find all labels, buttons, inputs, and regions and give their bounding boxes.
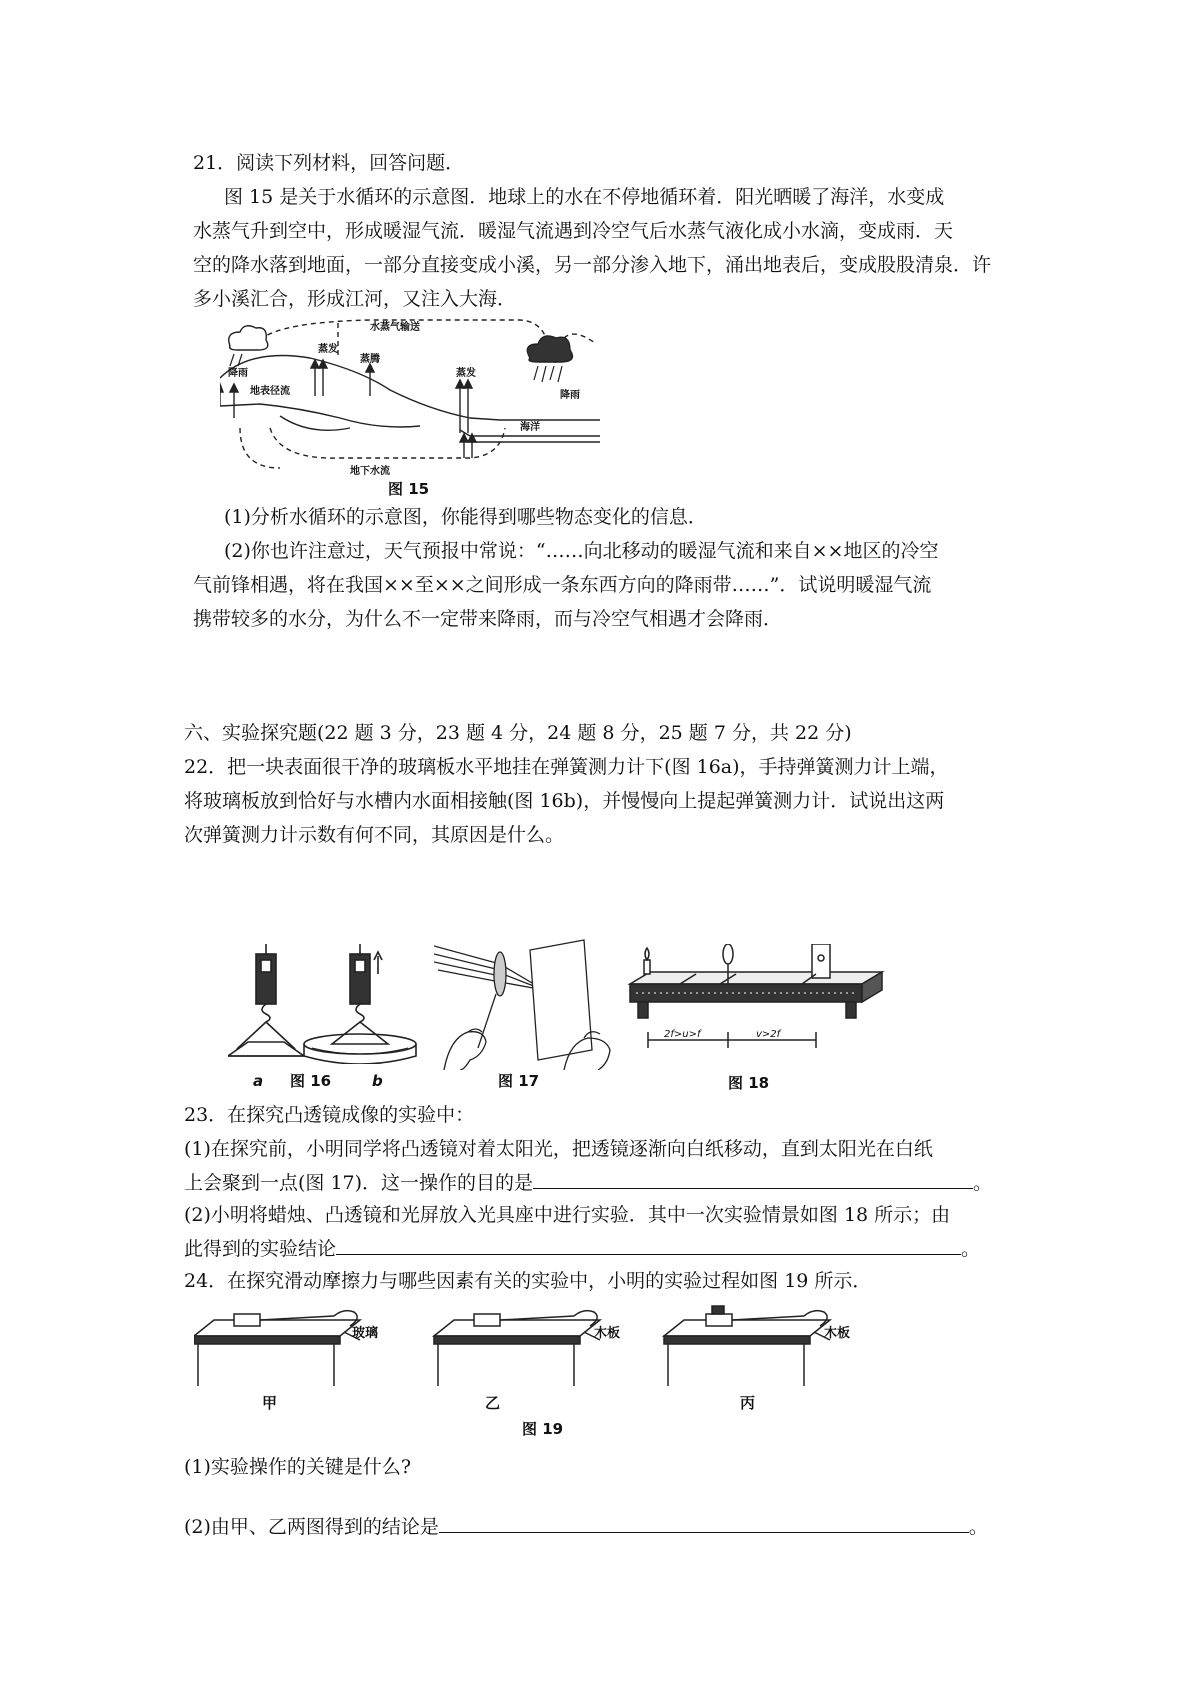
q21-sub2-line: 气前锋相遇，将在我国××至××之间形成一条东西方向的降雨带……”．试说明暖湿气流 [193, 574, 932, 596]
section-6-heading: 六、实验探究题(22 题 3 分，23 题 4 分，24 题 8 分，25 题 7 分，共 22 分) [184, 722, 852, 744]
q21-para-line: 水蒸气升到空中，形成暖湿气流．暖湿气流遇到冷空气后水蒸气液化成小水滴，变成雨．天 [193, 220, 954, 242]
q21-sub2-line: 携带较多的水分，为什么不一定带来降雨，而与冷空气相遇才会降雨． [193, 608, 783, 630]
label-ocean: 海洋 [520, 422, 540, 433]
q21-para-line: 图 15 是关于水循环的示意图．地球上的水在不停地循环着．阳光晒暖了海洋，水变成 [224, 186, 945, 208]
answer-blank[interactable] [336, 1238, 961, 1255]
q23-sub1-line: (1)在探究前，小明同学将凸透镜对着太阳光，把透镜逐渐向白纸移动，直到太阳光在白纸 [184, 1138, 933, 1160]
figure-18-optical-bench [616, 944, 886, 1066]
q22-line: 将玻璃板放到恰好与水槽内水面相接触(图 16b)，并慢慢向上提起弹簧测力计．试说出这两 [184, 790, 945, 812]
figure-19-friction-setup [194, 1296, 914, 1386]
figure-17-caption: 图 17 [498, 1072, 540, 1090]
q24-sub2-end: 。 [968, 1516, 988, 1538]
water-cycle-diagram [220, 318, 600, 478]
label-rain-left: 降雨 [228, 368, 248, 379]
q23-sub2-text: 此得到的实验结论 [184, 1238, 337, 1260]
label-glass-surface: 玻璃 [352, 1326, 379, 1341]
label-wood-surface: 木板 [824, 1326, 851, 1341]
figure-16a-label: a [253, 1072, 264, 1090]
q22-line: 22．把一块表面很干净的玻璃板水平地挂在弹簧测力计下(图 16a)，手持弹簧测力计上端， [184, 756, 949, 778]
figure-19-label-jia: 甲 [262, 1394, 278, 1412]
q23-sub1-end: 。 [973, 1172, 993, 1194]
label-evaporation: 蒸发 [456, 368, 476, 379]
q23-sub2-end: 。 [961, 1238, 981, 1260]
label-object-distance: 2f>u>f [664, 1029, 701, 1040]
q21-para-line: 空的降水落到地面，一部分直接变成小溪，另一部分渗入地下，涌出地表后，变成股股清泉．许 [193, 254, 992, 276]
answer-blank[interactable] [533, 1172, 973, 1189]
q23-sub2-line [184, 1238, 980, 1259]
figure-16-caption: 图 16 [290, 1072, 332, 1090]
q24-sub1: (1)实验操作的关键是什么? [184, 1456, 412, 1478]
label-transpiration: 蒸腾 [360, 354, 380, 365]
figure-18-caption: 图 18 [728, 1074, 770, 1092]
figure-19-label-yi: 乙 [485, 1394, 501, 1412]
q23-sub1-text: 上会聚到一点(图 17)．这一操作的目的是 [184, 1172, 534, 1194]
q21-sub2-line: (2)你也许注意过，天气预报中常说：“……向北移动的暖湿气流和来自××地区的冷空 [224, 540, 939, 562]
q23-sub1-line [184, 1172, 992, 1193]
q22-line: 次弹簧测力计示数有何不同，其原因是什么。 [184, 824, 565, 846]
q23-title: 23．在探究凸透镜成像的实验中： [184, 1104, 475, 1126]
figure-16b-label: b [372, 1072, 383, 1090]
label-vapor-transport: 水蒸气输送 [370, 322, 420, 333]
q21-sub1: (1)分析水循环的示意图，你能得到哪些物态变化的信息． [224, 506, 707, 528]
answer-blank[interactable] [439, 1516, 969, 1533]
label-evaporation: 蒸发 [318, 344, 338, 355]
q23-sub2-line: (2)小明将蜡烛、凸透镜和光屏放入光具座中进行实验．其中一次实验情景如图 18 所示；由 [184, 1204, 951, 1226]
q21-title: 21．阅读下列材料，回答问题． [193, 152, 465, 174]
label-rain-right: 降雨 [560, 390, 580, 401]
label-wood-surface: 木板 [594, 1326, 621, 1341]
q24-sub2-text: (2)由甲、乙两图得到的结论是 [184, 1516, 439, 1538]
q21-para-line: 多小溪汇合，形成江河，又注入大海． [193, 288, 517, 310]
q24-sub2-line [184, 1516, 988, 1537]
figure-19-caption: 图 19 [522, 1420, 564, 1438]
label-runoff: 地表径流 [250, 386, 290, 397]
q24-title: 24．在探究滑动摩擦力与哪些因素有关的实验中，小明的实验过程如图 19 所示． [184, 1270, 872, 1292]
label-groundwater: 地下水流 [350, 466, 390, 477]
label-image-distance: v>2f [756, 1029, 781, 1040]
figure-17-lens-focusing [434, 938, 614, 1070]
figure-16-spring-scale [228, 944, 448, 1064]
figure-19-label-bing: 丙 [740, 1394, 756, 1412]
figure-15-caption: 图 15 [388, 480, 430, 498]
